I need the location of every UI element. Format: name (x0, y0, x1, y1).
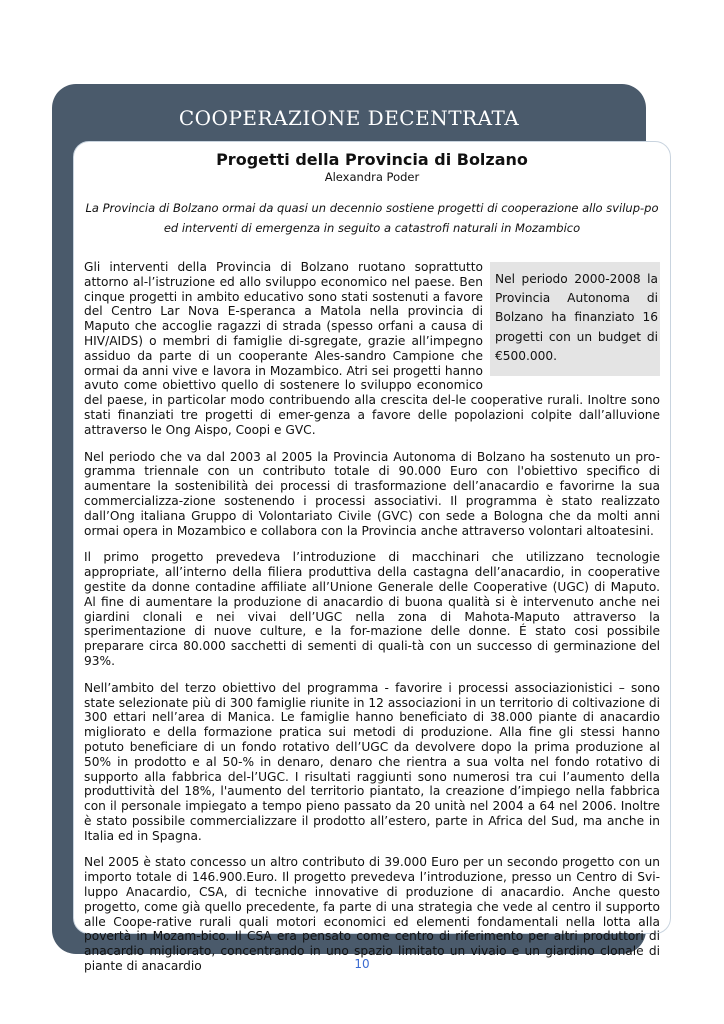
page-number: 10 (354, 957, 370, 971)
paragraph: Nel periodo che va dal 2003 al 2005 la Provincia Autonoma di Bolzano ha sostenuto un pro-gramma triennale con un contributo totale di 90.000 Euro con l'obiettivo specifico di aumentare la sostenibilità dei processi di trasformazione dell’anacardio e favorirne la sua commercializza-zione sostenendo i processi associativi. Il programma è stato realizzato dall’Ong italiana Gruppo di Volontariato Civile (GVC) con sede a Bologna che da molti anni ormai opera in Mozambico e collabora con la Provincia anche attraverso volontari altoatesini. (84, 449, 660, 538)
sidebar-box: Nel periodo 2000-2008 la Provincia Autonoma di Bolzano ha finanziato 16 progetti con un budget di €500.000. (490, 262, 660, 376)
article-author: Alexandra Poder (324, 170, 420, 184)
paragraph: Il primo progetto prevedeva l’introduzione di macchinari che utilizzano tecnologie appropriate, all’interno della filiera produttiva della castagna dell’anacardio, in cooperative gestite da donne contadine affiliate all’Unione Generale delle Cooperative (UGC) di Maputo. Al fine di aumentare la produzione di anacardio di buona qualità si è intervenuto anche nei giardini clonali e nei vivai dell’UGC nella zona di Mahota-Maputo attraverso la sperimentazione di nuove culture, e la for-mazione delle donne. É stato cosi possibile preparare circa 80.000 sacchetti di sementi di quali-tà con un successo di germinazione del 93%. (84, 550, 660, 668)
paragraph: Nell’ambito del terzo obiettivo del programma - favorire i processi associazionistici – sono state selezionate più di 300 famiglie riunite in 12 associazioni in un territorio di coltivazione di 300 ettari nell’area di Manica. Le famiglie hanno beneficiato di 38.000 piante di anacardio migliorato e della formazione pratica sui metodi di produzione. Alla fine gli stessi hanno potuto beneficiare di un fondo rotativo dell’UGC da devolvere dopo la prima produzione al 50% in prodotto e al 50-% in denaro, denaro che rientra a sua volta nel fondo rotativo di supporto alla fabbrica del-l’UGC. I risultati raggiunti sono numerosi tra cui l’aumento della produttività del 18%, l'aumento del territorio piantato, la creazione d’impiego nella fabbrica con il personale impiegato a tempo pieno passato da 20 unità nel 2004 a 64 nel 2006. Inoltre è stato possibile commercializzare il prodotto all’estero, parte in Africa del Sud, ma anche in Italia ed in Spagna. (84, 680, 660, 843)
article-content (84, 150, 660, 986)
section-title: COOPERAZIONE DECENTRATA (178, 106, 520, 130)
paragraph: Nel 2005 è stato concesso un altro contributo di 39.000 Euro per un secondo progetto con un importo totale di 146.900.Euro. Il progetto prevedeva l’introduzione, presso un Centro di Svi-luppo Anacardio, CSA, di tecniche innovative di produzione di anacardio. Anche questo progetto, come già quello precedente, fa parte di una strategia che vede al centro il supporto alle Coope-rative rurali quali motori economici ed elementi fondamentali nella lotta alla povertà in Mozam-bico. Il CSA era pensato come centro di riferimento per altri produttori di anacardio migliorato, concentrando in uno spazio limitato un vivaio e un giardino clonale di piante di anacardio (84, 855, 660, 974)
article-title: Progetti della Provincia di Bolzano (216, 150, 528, 169)
article-intro: La Provincia di Bolzano ormai da quasi un decennio sostiene progetti di cooperazione allo svilup-po ed interventi di emergenza in seguito a catastrofi naturali in Mozambico (85, 201, 659, 235)
paragraph: Gli interventi della Provincia di Bolzano ruotano soprattutto attorno al-l’istruzione ed allo sviluppo economico nel paese. Ben cinque progetti in ambito educativo sono stati sostenuti a favore del Centro Lar Nova E-speranca a Matola nella provincia di Maputo che accoglie ragazzi di strada (spesso orfani a causa di HIV/AIDS) o membri di famiglie di-sgregate, grazie all’impegno assiduo da parte di un cooperante Ales-sandro Campione che ormai da anni vive e lavora in Mozambico. Atri sei progetti hanno avuto come obiettivo quello di sostenere lo sviluppo economico del paese, in particolar modo contribuendo alla crescita del-le cooperative rurali. Inoltre sono stati finanziati tre progetti di emer-genza a favore delle popolazioni colpite dall’alluvione attraverso le Ong Aispo, Coopi e GVC. (84, 260, 660, 437)
